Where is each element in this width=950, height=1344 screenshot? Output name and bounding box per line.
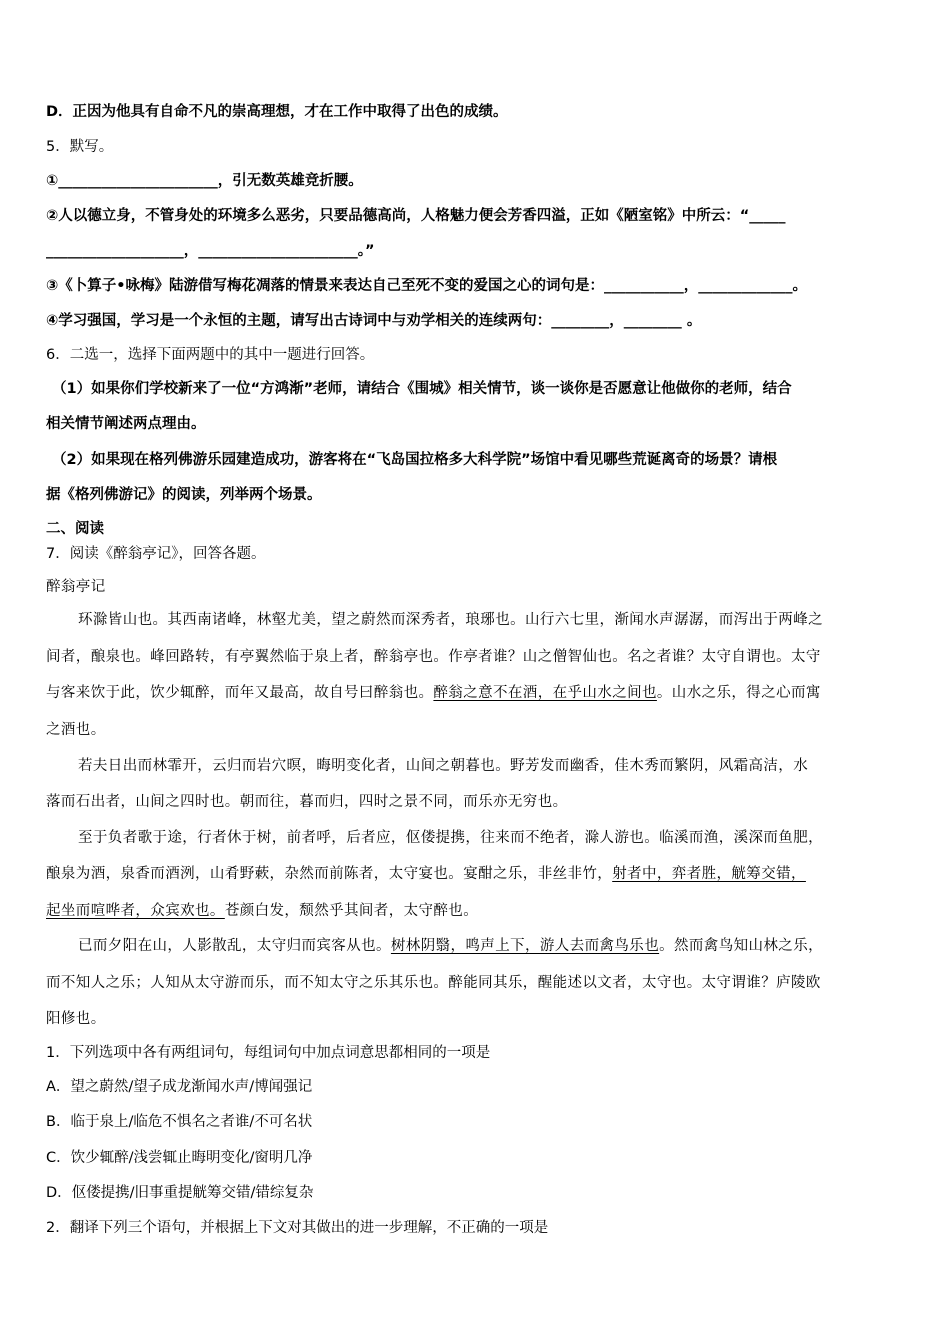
essay-p1-line-2: 间者，酿泉也。峰回路转，有亭翼然临于泉上者，醉翁亭也。作亭者谁？山之僧智仙也。名之者谁？太守自谓也。太守	[46, 649, 821, 665]
underlined-sentence: 醉翁之意不在酒，在乎山水之间也	[433, 685, 657, 701]
q5-line-2: ②人以德立身，不管身处的环境多么恶劣，只要品德高尚，人格魅力便会芳香四溢，正如《陋室铭》中所云：“_____	[46, 208, 786, 224]
q5-line-4: ③《卜算子•咏梅》陆游借写梅花凋落的情景来表达自己至死不变的爱国之心的词句是：___________，_____________。	[46, 278, 808, 294]
sub2-stem: 2．翻译下列三个语句，并根据上下文对其做出的进一步理解，不正确的一项是	[46, 1220, 549, 1236]
sub1-option-d: D．伛偻提携/旧事重提觥筹交错/错综复杂	[46, 1185, 314, 1201]
sub1-option-a: A．望之蔚然/望子成龙渐闻水声/博闻强记	[46, 1079, 313, 1095]
q6-option-1-line-2: 相关情节阐述两点理由。	[46, 416, 206, 432]
q4-option-d: D．正因为他具有自命不凡的崇高理想，才在工作中取得了出色的成绩。	[46, 104, 508, 120]
essay-p3-line-1: 至于负者歌于途，行者休于树，前者呼，后者应，伛偻提携，往来而不绝者，滁人游也。临溪而渔，溪深而鱼肥，	[78, 830, 823, 846]
underlined-sentence: 射者中，弈者胜，觥筹交错，	[612, 866, 806, 882]
section-heading: 二、阅读	[46, 521, 104, 537]
q6-option-1-line-1: （1）如果你们学校新来了一位“方鸿渐”老师，请结合《围城》相关情节，谈一谈你是否愿意让他做你的老师，结合	[52, 381, 792, 397]
essay-p1-line-4: 之酒也。	[46, 722, 106, 738]
essay-p1-line-1: 环滁皆山也。其西南诸峰，林壑尤美，望之蔚然而深秀者，琅琊也。山行六七里，渐闻水声潺潺，而泻出于两峰之	[78, 612, 823, 628]
q5-line-3: ___________________，______________________。”	[46, 243, 375, 259]
q5-line-1: ①______________________，引无数英雄竞折腰。	[46, 173, 363, 189]
q6-option-2-line-1: （2）如果现在格列佛游乐园建造成功，游客将在“飞岛国拉格多大科学院”场馆中看见哪些荒诞离奇的场景？请根	[52, 452, 778, 468]
q6-title: 6．二选一，选择下面两题中的其中一题进行回答。	[46, 347, 375, 363]
essay-p3-line-3: 起坐而喧哗者，众宾欢也。苍颜白发，颓然乎其间者，太守醉也。	[46, 903, 479, 919]
essay-p4-line-2: 而不知人之乐；人知从太守游而乐，而不知太守之乐其乐也。醉能同其乐，醒能述以文者，太守也。太守谓谁？庐陵欧	[46, 975, 821, 991]
underlined-sentence: 起坐而喧哗者，众宾欢也。	[46, 903, 225, 919]
sub1-option-c: C．饮少辄醉/浅尝辄止晦明变化/窗明几净	[46, 1150, 313, 1166]
q7-title: 7．阅读《醉翁亭记》，回答各题。	[46, 546, 266, 562]
q5-title: 5．默写。	[46, 139, 114, 155]
essay-p1-line-3: 与客来饮于此，饮少辄醉，而年又最高，故自号曰醉翁也。醉翁之意不在酒，在乎山水之间也。山水之乐，得之心而寓	[46, 685, 821, 701]
q5-line-5: ④学习强国，学习是一个永恒的主题，请写出古诗词中与劝学相关的连续两句：________，________ 。	[46, 313, 702, 329]
essay-p2-line-1: 若夫日出而林霏开，云归而岩穴暝，晦明变化者，山间之朝暮也。野芳发而幽香，佳木秀而繁阴，风霜高洁，水	[78, 758, 809, 774]
sub1-stem: 1．下列选项中各有两组词句，每组词句中加点词意思都相同的一项是	[46, 1045, 491, 1061]
essay-p4-line-3: 阳修也。	[46, 1011, 106, 1027]
underlined-sentence: 树林阴翳，鸣声上下，游人去而禽鸟乐也	[390, 938, 660, 954]
essay-title: 醉翁亭记	[46, 579, 106, 595]
essay-p4-line-1: 已而夕阳在山，人影散乱，太守归而宾客从也。树林阴翳，鸣声上下，游人去而禽鸟乐也。然而禽鸟知山林之乐，	[78, 938, 824, 954]
essay-p3-line-2: 酿泉为酒，泉香而酒洌，山肴野蔌，杂然而前陈者，太守宴也。宴酣之乐，非丝非竹，射者中，弈者胜，觥筹交错，	[46, 866, 806, 882]
essay-p2-line-2: 落而石出者，山间之四时也。朝而往，暮而归，四时之景不同，而乐亦无穷也。	[46, 794, 568, 810]
sub1-option-b: B．临于泉上/临危不惧名之者谁/不可名状	[46, 1114, 313, 1130]
q6-option-2-line-2: 据《格列佛游记》的阅读，列举两个场景。	[46, 487, 322, 503]
